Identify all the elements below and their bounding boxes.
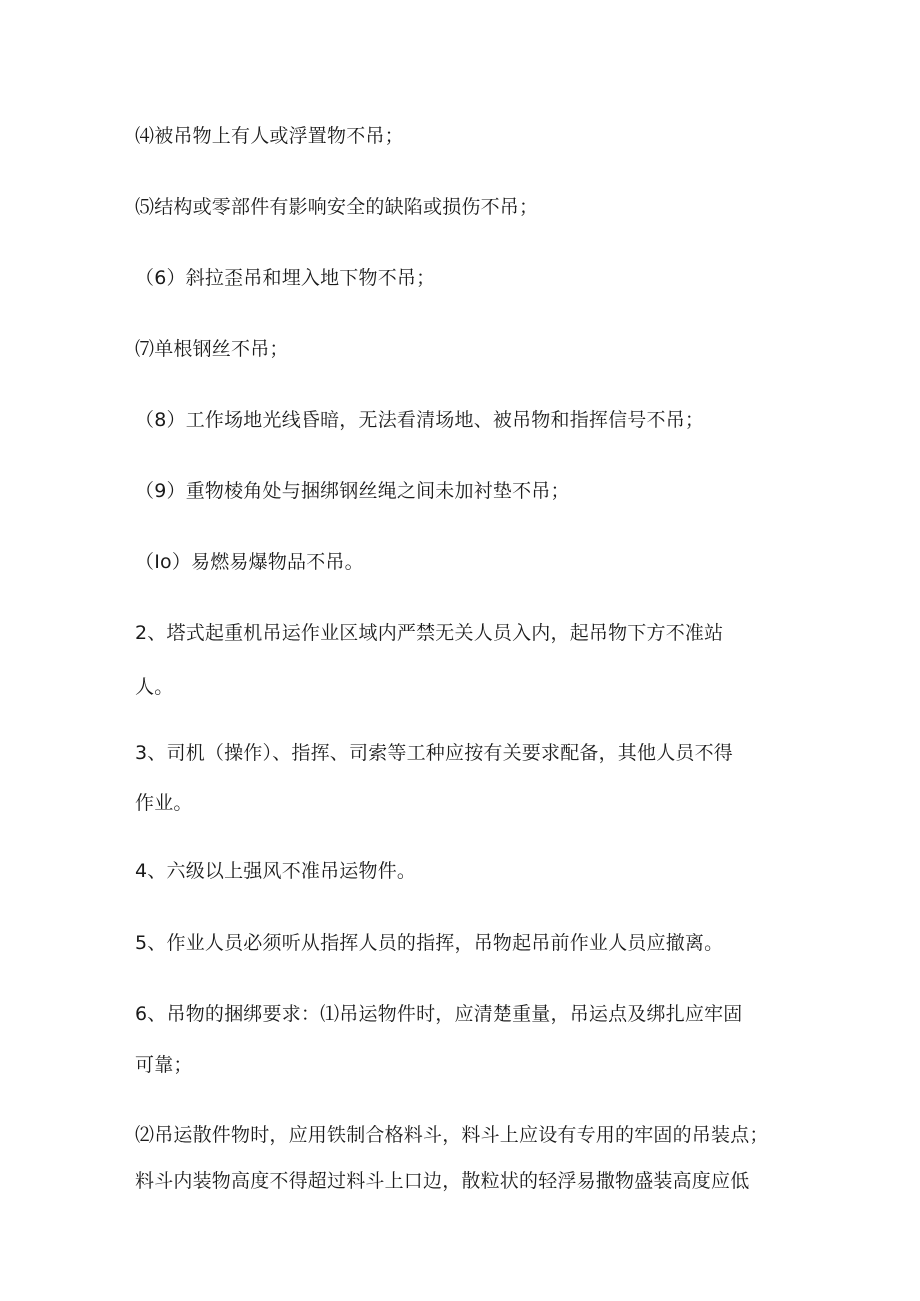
text-line-item-6-2: ⑵吊运散件物时，应用铁制合格料斗，料斗上应设有专用的牢固的吊装点； (135, 1124, 769, 1146)
text-line-item-7: ⑺单根钢丝不吊； (135, 338, 289, 360)
text-line-item-6-2-cont: 料斗内装物高度不得超过料斗上口边，散粒状的轻浮易撒物盛装高度应低 (135, 1170, 750, 1192)
text-line-item-4: ⑷被吊物上有人或浮置物不吊； (135, 125, 404, 147)
text-line-section-4: 4、六级以上强风不准吊运物件。 (135, 860, 417, 882)
text-line-section-2: 2、塔式起重机吊运作业区域内严禁无关人员入内，起吊物下方不准站 (135, 622, 724, 644)
text-line-section-6: 6、吊物的捆绑要求：⑴吊运物件时，应清楚重量，吊运点及绑扎应牢固 (135, 1003, 743, 1025)
text-line-item-8: （8）工作场地光线昏暗，无法看清场地、被吊物和指挥信号不吊； (135, 409, 705, 431)
text-line-section-3: 3、司机（操作）、指挥、司索等工种应按有关要求配备，其他人员不得 (135, 742, 733, 764)
text-line-section-5: 5、作业人员必须听从指挥人员的指挥，吊物起吊前作业人员应撤离。 (135, 932, 724, 954)
text-line-item-5: ⑸结构或零部件有影响安全的缺陷或损伤不吊； (135, 196, 539, 218)
text-line-item-9: （9）重物棱角处与捆绑钢丝绳之间未加衬垫不吊； (135, 480, 570, 502)
text-line-section-2-cont: 人。 (135, 676, 174, 698)
text-line-item-6: （6）斜拉歪吊和埋入地下物不吊； (135, 267, 436, 289)
text-line-section-3-cont: 作业。 (135, 792, 193, 814)
text-line-item-10: （Io）易燃易爆物品不吊。 (135, 551, 364, 573)
text-line-section-6-cont: 可靠； (135, 1054, 193, 1076)
